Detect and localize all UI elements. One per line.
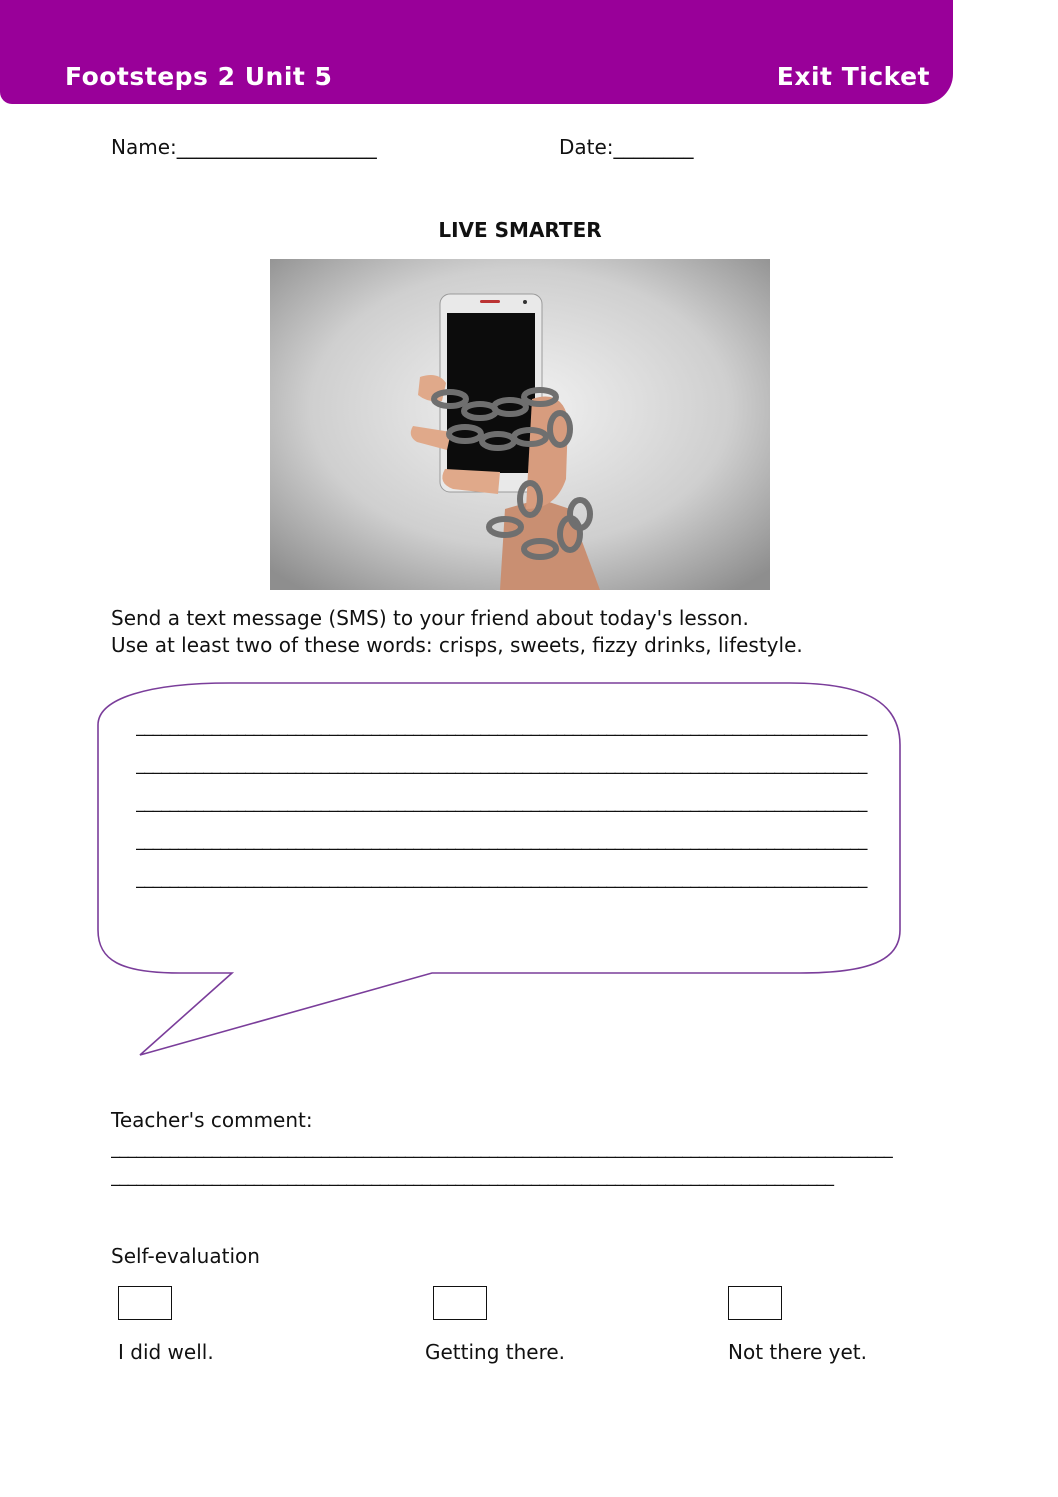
course-title: Footsteps 2 Unit 5 <box>65 62 333 91</box>
getting-there-label: Getting there. <box>425 1340 566 1364</box>
name-field[interactable]: Name:____________________ <box>111 135 377 159</box>
teacher-comment-line[interactable]: ______________________________________________________________________________________ <box>111 1166 834 1187</box>
worksheet-title: LIVE SMARTER <box>438 218 602 242</box>
writing-line[interactable]: _______________________________________________________________________________________ <box>136 868 867 889</box>
did-well-label: I did well. <box>118 1340 214 1364</box>
ticket-title: Exit Ticket <box>776 62 930 91</box>
writing-line[interactable]: _______________________________________________________________________________________ <box>136 792 867 813</box>
not-there-yet-label: Not there yet. <box>728 1340 868 1364</box>
teacher-comment-label: Teacher's comment: <box>111 1108 313 1132</box>
instruction-line-2: Use at least two of these words: crisps, sweets, fizzy drinks, lifestyle. <box>111 633 803 657</box>
date-field[interactable]: Date:________ <box>559 135 694 159</box>
writing-line[interactable]: _______________________________________________________________________________________ <box>136 716 867 737</box>
writing-line[interactable]: _______________________________________________________________________________________ <box>136 830 867 851</box>
instruction-line-1: Send a text message (SMS) to your friend about today's lesson. <box>111 606 749 630</box>
header-bar <box>0 0 953 104</box>
self-evaluation-label: Self-evaluation <box>111 1244 260 1268</box>
teacher-comment-line[interactable]: _____________________________________________________________________________________________ <box>111 1138 893 1159</box>
not-there-yet-checkbox[interactable] <box>728 1286 782 1320</box>
getting-there-checkbox[interactable] <box>433 1286 487 1320</box>
chained-phone-image <box>270 259 770 590</box>
writing-line[interactable]: _______________________________________________________________________________________ <box>136 754 867 775</box>
did-well-checkbox[interactable] <box>118 1286 172 1320</box>
